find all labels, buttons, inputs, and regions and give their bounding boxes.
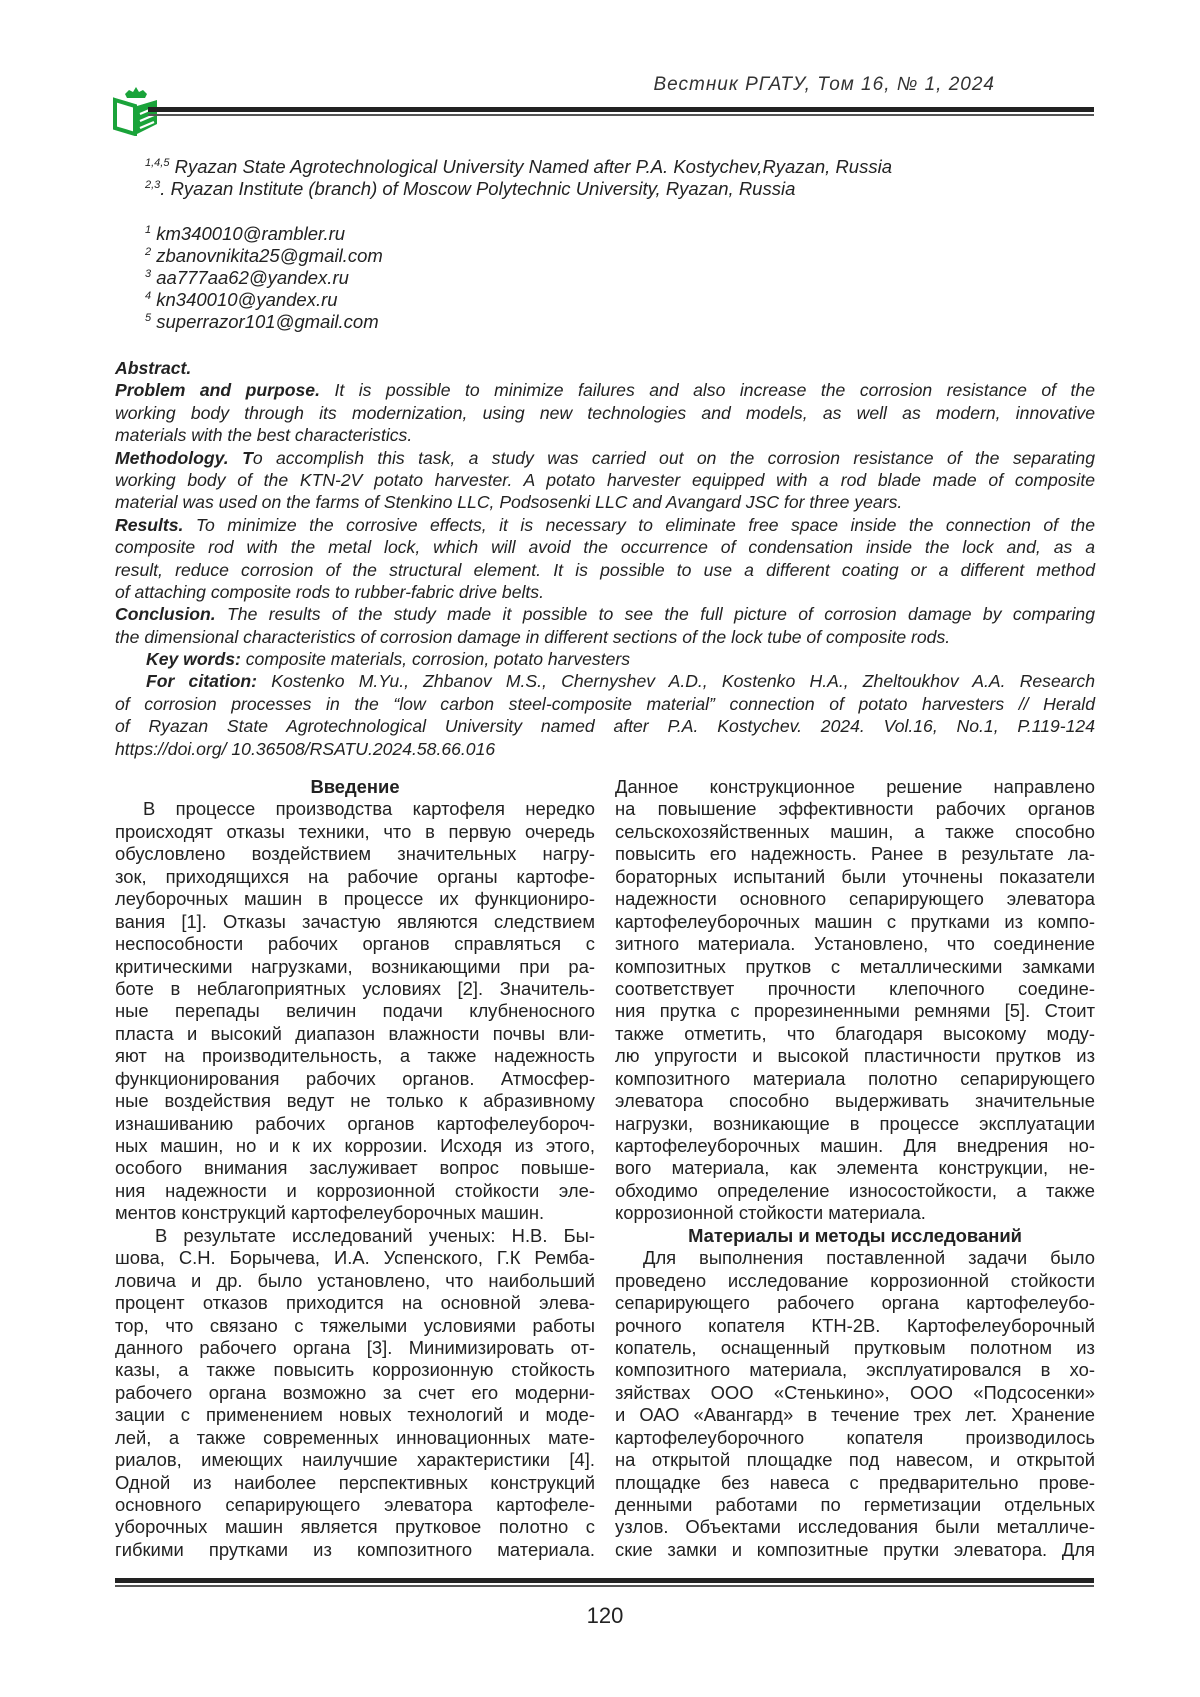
abstract-line bbox=[115, 559, 1095, 581]
author-email: $^4$ kn340010@yandex.ru bbox=[145, 289, 338, 310]
body-line: обусловлено воздействием значительных нагру- bbox=[115, 843, 595, 865]
author-email: $^3$ aa777aa62@yandex.ru bbox=[145, 267, 349, 288]
abstract-text: of Ryazan State Agrotechnological University named after P.A. Kostychev. 2024. Vol.16, No.1, P.119-124 bbox=[115, 716, 1095, 737]
body-line: ния надежности и коррозионной стойкости эле- bbox=[115, 1179, 595, 1201]
body-line: казы, а также повысить коррозионную стойкость bbox=[115, 1359, 595, 1381]
abstract-label: Conclusion. bbox=[115, 604, 216, 625]
abstract-line bbox=[115, 514, 1095, 536]
abstract-text: of attaching composite rods to rubber-fabric drive belts. bbox=[115, 581, 544, 602]
abstract-line bbox=[115, 738, 1095, 760]
abstract-line bbox=[115, 603, 1095, 625]
abstract-text: material was used on the farms of Stenkino LLC, Podsosenki LLC and Avangard JSC for three years. bbox=[115, 492, 903, 513]
abstract-text: materials with the best characteristics. bbox=[115, 425, 413, 446]
abstract-line bbox=[115, 648, 1095, 670]
body-line: бораторных испытаний были уточнены показатели bbox=[615, 865, 1095, 887]
abstract-text: Kostenko M.Yu., Zhbanov M.S., Chernyshev A.D., Kostenko H.A., Zheltoukhov A.A. Research bbox=[256, 671, 1095, 692]
header-rule bbox=[148, 107, 1094, 112]
body-line: зации с применением новых технологий и моде- bbox=[115, 1404, 595, 1426]
body-line: картофелеуборочного копателя производилось bbox=[615, 1426, 1095, 1448]
abstract-label: Problem and purpose. bbox=[115, 380, 320, 401]
header-rule-thin bbox=[148, 114, 1094, 116]
body-line: пласта и высокий диапазон влажности почвы вли- bbox=[115, 1022, 595, 1044]
body-line: функционирования рабочих органов. Атмосфер- bbox=[115, 1067, 595, 1089]
body-line: Для выполнения поставленной задачи было bbox=[643, 1247, 1095, 1269]
body-line: леуборочных машин в процессе их функциониро- bbox=[115, 888, 595, 910]
body-line: ментов конструкций картофелеуборочных машин. bbox=[115, 1202, 545, 1224]
body-line: тор, что связано с тяжелыми условиями работы bbox=[115, 1314, 595, 1336]
section-heading: Введение bbox=[310, 776, 400, 797]
journal-title: Вестник РГАТУ, Том 16, № 1, 2024 bbox=[653, 74, 995, 95]
body-line: лю упругости и высокой пластичности прутков из bbox=[615, 1045, 1095, 1067]
abstract-label: Key words: bbox=[146, 649, 241, 670]
body-line: повысить его надежность. Ранее в результате ла- bbox=[615, 843, 1095, 865]
body-line: данного рабочего органа [3]. Минимизировать от- bbox=[115, 1336, 595, 1358]
body-line: проведено исследование коррозионной стойкости bbox=[615, 1269, 1095, 1291]
body-line: денными работами по герметизации отдельных bbox=[615, 1494, 1095, 1515]
body-line: В результате исследований ученых: Н.В. Бы- bbox=[155, 1224, 595, 1246]
body-line: шова, С.Н. Борычева, И.А. Успенского, Г.К Ремба- bbox=[115, 1247, 595, 1269]
body-line: копатель, оснащенный прутковым полотном из bbox=[615, 1336, 1095, 1358]
body-line: площадке без навеса с предварительно прове- bbox=[615, 1471, 1095, 1493]
abstract-line bbox=[115, 581, 1095, 603]
body-line: изнашиванию рабочих органов картофелеубороч- bbox=[115, 1112, 595, 1134]
abstract-text: working body of the KTN-2V potato harvester. A potato harvester equipped with a rod blade made of composite bbox=[115, 469, 1095, 490]
abstract-text: working body through its modernization, using new technologies and models, as well as modern, innovative bbox=[115, 402, 1095, 423]
body-line: узлов. Объектами исследования были металличе- bbox=[615, 1516, 1095, 1538]
body-line: рабочего органа возможно за счет его модерни- bbox=[115, 1381, 595, 1403]
body-line: особого внимания заслуживает вопрос повыше- bbox=[115, 1157, 595, 1179]
body-line: ные воздействия ведут не только к абразивному bbox=[115, 1090, 595, 1112]
abstract-label: For citation: bbox=[146, 671, 257, 692]
body-line: ния прутка с прорезиненными ремнями [5]. Стоит bbox=[615, 1000, 1095, 1022]
body-line: основного сепарирующего элеватора картофеле- bbox=[115, 1494, 595, 1515]
affiliation: $^{2,3}$. Ryazan Institute (branch) of Moscow Polytechnic University, Ryazan, Russia bbox=[145, 178, 796, 199]
body-line: и ОАО «Авангард» в течение трех лет. Хранение bbox=[615, 1404, 1095, 1426]
body-line: картофелеуборочных машин с прутками из компо- bbox=[615, 910, 1095, 932]
body-line: боте в неблагоприятных условиях [2]. Значитель- bbox=[115, 977, 595, 999]
body-line: композитного материала полотно сепарирующего bbox=[615, 1067, 1095, 1089]
abstract-text: composite rod with the metal lock, which will avoid the occurrence of condensation inside the lock and, as a bbox=[115, 537, 1095, 558]
abstract-line bbox=[115, 402, 1095, 424]
body-column-left bbox=[115, 776, 595, 1561]
body-line: на повышение эффективности рабочих органов bbox=[615, 798, 1095, 820]
body-line: на открытой площадке под навесом, и открытой bbox=[615, 1449, 1095, 1471]
abstract-line bbox=[115, 693, 1095, 715]
body-line: нагрузки, возникающие в процессе эксплуатации bbox=[615, 1112, 1095, 1134]
abstract-line bbox=[115, 536, 1095, 558]
author-email: $^2$ zbanovnikita25@gmail.com bbox=[145, 245, 383, 266]
abstract-line bbox=[115, 670, 1095, 692]
abstract-line bbox=[115, 491, 1095, 513]
body-line: гибкими прутками из композитного материала. bbox=[115, 1538, 595, 1560]
body-line: Данное конструкционное решение направлено bbox=[615, 776, 1095, 797]
body-line: соответствует прочности клепочного соедине- bbox=[615, 977, 1095, 999]
abstract-text: To minimize the corrosive effects, it is necessary to eliminate free space inside the connection of the bbox=[183, 514, 1095, 535]
body-line: композитного материала, эксплуатировался в хо- bbox=[615, 1359, 1095, 1381]
abstract-text: result, reduce corrosion of the structural element. It is possible to use a different coating or a different method bbox=[115, 559, 1095, 580]
body-line: критическими нагрузками, возникающими при ра- bbox=[115, 955, 595, 977]
body-line: происходят отказы техники, что в первую очередь bbox=[115, 820, 595, 842]
abstract-line bbox=[115, 357, 1095, 379]
abstract-label: Results. bbox=[115, 514, 184, 535]
body-line: вого материала, как элемента конструкции, не- bbox=[615, 1157, 1095, 1179]
body-line: процент отказов приходится на основной элева- bbox=[115, 1292, 595, 1314]
footer-rule-thin bbox=[115, 1585, 1094, 1587]
abstract-text: composite materials, corrosion, potato harvesters bbox=[240, 649, 631, 670]
body-line: надежности основного сепарирующего элеватора bbox=[615, 888, 1095, 910]
author-email: $^5$ superrazor101@gmail.com bbox=[145, 311, 379, 332]
body-line: картофелеуборочных машин. Для внедрения но- bbox=[615, 1135, 1095, 1156]
body-line: риалов, имеющих наилучшие характеристики [4]. bbox=[115, 1449, 595, 1471]
abstract-line bbox=[115, 469, 1095, 491]
body-line: сельскохозяйственных машин, а также способно bbox=[615, 820, 1095, 842]
body-line: элеватора способно выдерживать значительные bbox=[615, 1090, 1095, 1112]
abstract-text: the dimensional characteristics of corrosion damage in different sections of the lock tube of composite rods. bbox=[115, 626, 951, 647]
body-line: ские замки и композитные прутки элеватора. Для bbox=[615, 1538, 1095, 1560]
abstract-label: Methodology. T bbox=[115, 447, 253, 468]
abstract bbox=[115, 357, 1095, 760]
body-line: яют на производительность, а также надежность bbox=[115, 1045, 595, 1067]
affiliation: $^{1,4,5}$ Ryazan State Agrotechnological University Named after P.A. Kostychev,Ryazan, Russia bbox=[145, 156, 892, 177]
body-line: вания [1]. Отказы зачастую являются следствием bbox=[115, 910, 595, 932]
abstract-text: of corrosion processes in the “low carbon steel-composite material” connection of potato harvesters // Herald bbox=[115, 693, 1095, 714]
body-line: композитных прутков с металлическими замками bbox=[615, 955, 1095, 977]
footer-rule bbox=[115, 1578, 1094, 1583]
abstract-text: https://doi.org/ 10.36508/RSATU.2024.58.66.016 bbox=[115, 738, 496, 759]
body-line: Одной из наиболее перспективных конструкций bbox=[115, 1471, 595, 1493]
body-column-right bbox=[615, 776, 1095, 1561]
body-line: лей, а также современных инновационных мате- bbox=[115, 1426, 595, 1448]
body-line: В процессе производства картофеля нередко bbox=[143, 798, 595, 820]
body-line: уборочных машин является прутковое полотно с bbox=[115, 1516, 595, 1538]
body-line: зяйствах ООО «Стенькино», ООО «Подсосенки» bbox=[615, 1381, 1095, 1403]
author-email: $^1$ km340010@rambler.ru bbox=[145, 223, 346, 244]
body-line: обходимо определение износостойкости, а также bbox=[615, 1179, 1095, 1201]
body-line: ловича и др. было установлено, что наибольший bbox=[115, 1269, 595, 1291]
body-line: также отметить, что благодаря высокому моду- bbox=[615, 1022, 1095, 1044]
body-line: зок, приходящихся на рабочие органы картофе- bbox=[115, 865, 595, 887]
page-number: 120 bbox=[586, 1603, 624, 1628]
section-heading: Материалы и методы исследований bbox=[688, 1224, 1022, 1246]
body-line: сепарирующего рабочего органа картофелеубо- bbox=[615, 1292, 1095, 1314]
abstract-label: Abstract. bbox=[115, 358, 192, 378]
abstract-text: The results of the study made it possible to see the full picture of corrosion damage by comparing bbox=[215, 604, 1095, 625]
body-line: зитного материала. Установлено, что соединение bbox=[615, 933, 1095, 955]
abstract-text: It is possible to minimize failures and also increase the corrosion resistance of the bbox=[319, 380, 1095, 401]
abstract-line bbox=[115, 447, 1095, 469]
body-line: коррозионной стойкости материала. bbox=[615, 1202, 926, 1224]
abstract-line bbox=[115, 626, 1095, 648]
body-line: ных машин, но и к их коррозии. Исходя из этого, bbox=[115, 1135, 595, 1156]
abstract-line bbox=[115, 379, 1095, 401]
abstract-text: o accomplish this task, a study was carried out on the corrosion resistance of the separating bbox=[252, 447, 1095, 468]
abstract-line bbox=[115, 715, 1095, 737]
abstract-line bbox=[115, 424, 1095, 446]
body-line: неспособности рабочих органов справляться с bbox=[115, 933, 595, 955]
body-line: рочного копателя КТН-2В. Картофелеуборочный bbox=[615, 1314, 1095, 1336]
body-line: ные перепады величин подачи клубненосного bbox=[115, 1000, 595, 1022]
